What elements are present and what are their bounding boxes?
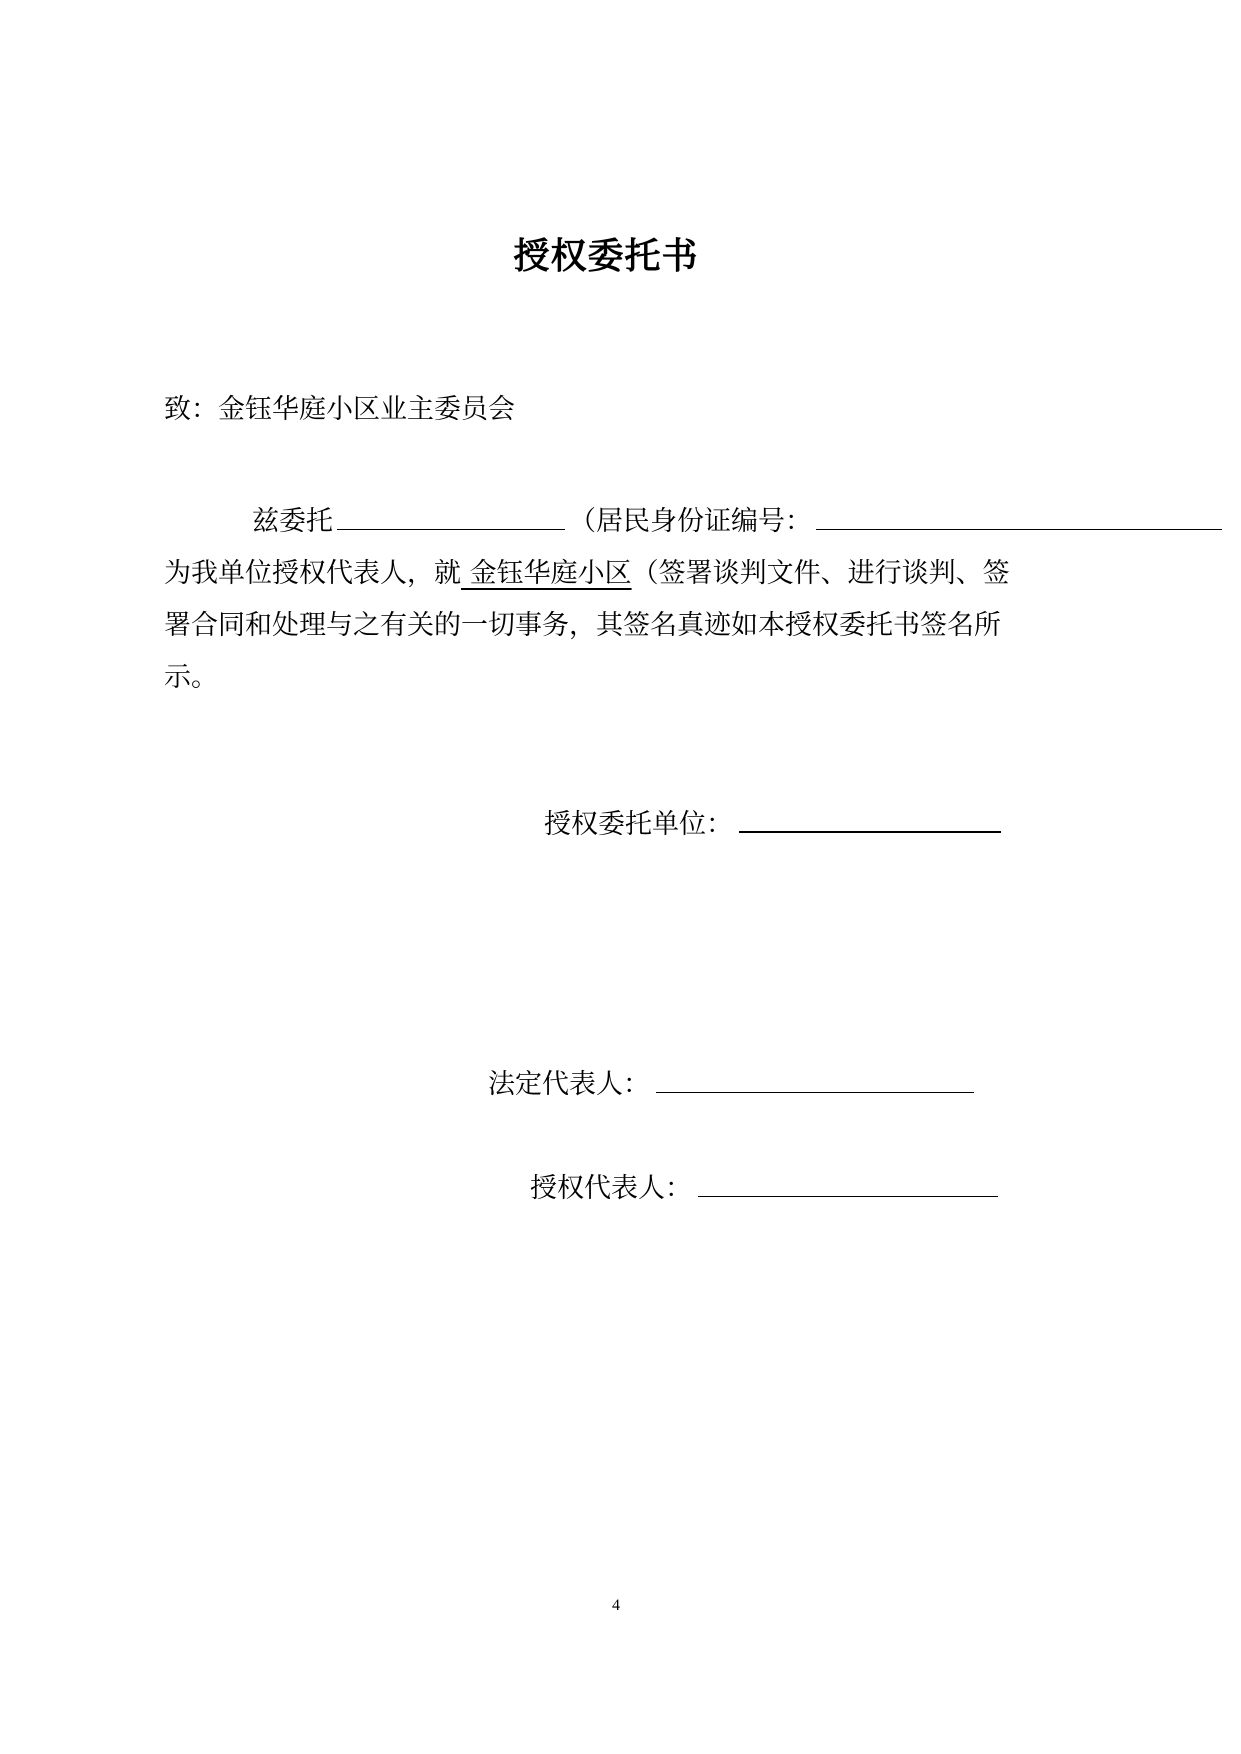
document-title: 授权委托书 [513, 236, 699, 277]
page-number: 4 [612, 1597, 620, 1614]
paragraph-line-1 [164, 496, 1241, 548]
paragraph-line-3: 署合同和处理与之有关的一切事务，其签名真迹如本授权委托书签名所 [164, 610, 1001, 641]
id-number-blank[interactable] [816, 501, 1222, 530]
signature-legal-rep-label: 法定代表人： [488, 1069, 650, 1100]
representative-prefix: 为我单位授权代表人，就 [164, 558, 461, 589]
signature-authorized-rep-row [530, 1172, 998, 1206]
project-name: 金钰华庭小区 [461, 558, 632, 589]
signature-unit-blank[interactable] [739, 807, 1001, 833]
signature-unit-label: 授权委托单位： [544, 809, 733, 840]
signature-legal-rep-blank[interactable] [656, 1068, 974, 1093]
authorization-paragraph [164, 496, 1241, 704]
addressee-line: 致：金钰华庭小区业主委员会 [164, 394, 515, 425]
signature-legal-rep-row [488, 1068, 974, 1102]
signature-unit-row [544, 807, 1001, 842]
signature-authorized-rep-label: 授权代表人： [530, 1173, 692, 1204]
scope-text: （签署谈判文件、进行谈判、签 [631, 558, 1010, 589]
paragraph-line-2 [164, 548, 1241, 600]
agent-name-blank[interactable] [337, 501, 565, 530]
signature-authorized-rep-blank[interactable] [698, 1172, 998, 1197]
id-number-label: （居民身份证编号： [569, 506, 812, 537]
entrust-prefix: 兹委托 [252, 506, 333, 537]
paragraph-line-4: 示。 [164, 662, 218, 693]
